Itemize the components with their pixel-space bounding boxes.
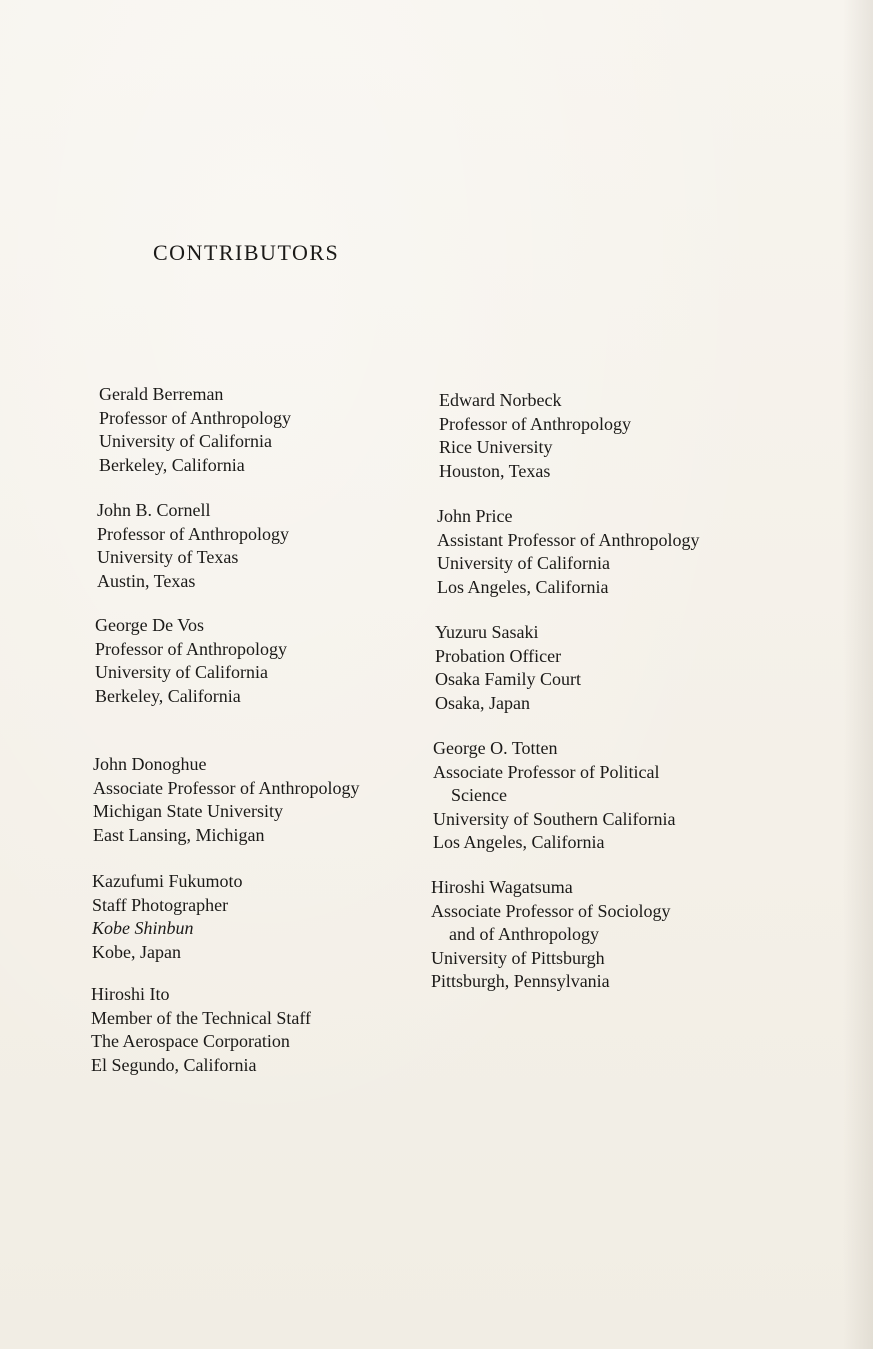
contributor-location: Osaka, Japan bbox=[435, 692, 530, 713]
page-title: CONTRIBUTORS bbox=[153, 240, 340, 265]
contributor-entry-fukumoto bbox=[92, 870, 243, 964]
contributor-location: Austin, Texas bbox=[97, 570, 196, 591]
contributor-entry-berreman bbox=[99, 383, 291, 477]
contributor-affiliation: The Aerospace Corporation bbox=[91, 1031, 290, 1051]
contributor-name: George O. Totten bbox=[433, 738, 558, 758]
contributor-name: Yuzuru Sasaki bbox=[435, 622, 539, 642]
contributor-location: Pittsburgh, Pennsylvania bbox=[431, 971, 610, 991]
contributor-name: John Price bbox=[437, 506, 513, 526]
contributor-title: Probation Officer bbox=[435, 645, 562, 666]
contributor-entry-norbeck bbox=[439, 389, 631, 483]
contributor-affiliation: University of Pittsburgh bbox=[431, 947, 605, 968]
contributor-title-continued: Science bbox=[451, 785, 507, 805]
contributor-title: Associate Professor of Political bbox=[433, 761, 660, 782]
contributor-affiliation: University of Texas bbox=[97, 547, 239, 567]
contributor-name: John B. Cornell bbox=[97, 500, 211, 520]
contributor-affiliation: Rice University bbox=[439, 437, 553, 457]
contributor-affiliation: Michigan State University bbox=[93, 801, 283, 821]
contributor-location: East Lansing, Michigan bbox=[93, 824, 265, 845]
contributor-title: Professor of Anthropology bbox=[99, 407, 291, 428]
contributor-name: Hiroshi Wagatsuma bbox=[431, 877, 573, 897]
contributor-affiliation: University of Southern California bbox=[433, 808, 676, 829]
contributor-title: Professor of Anthropology bbox=[439, 413, 631, 434]
contributor-affiliation: Osaka Family Court bbox=[435, 669, 581, 689]
contributor-location: El Segundo, California bbox=[91, 1054, 257, 1075]
contributor-affiliation: University of California bbox=[99, 431, 272, 451]
contributor-name: George De Vos bbox=[95, 615, 204, 635]
contributor-location: Berkeley, California bbox=[99, 454, 245, 475]
contributor-title: Staff Photographer bbox=[92, 894, 229, 915]
page-edge-shadow bbox=[843, 0, 873, 1349]
contributor-entry-price bbox=[437, 505, 700, 599]
contributor-name: Edward Norbeck bbox=[439, 390, 562, 410]
contributor-affiliation: University of California bbox=[437, 553, 610, 573]
contributor-entry-ito bbox=[91, 983, 311, 1077]
contributor-title: Associate Professor of Sociology bbox=[431, 900, 671, 921]
contributor-title: Professor of Anthropology bbox=[97, 523, 289, 544]
contributor-title: Professor of Anthropology bbox=[95, 638, 287, 659]
contributor-location: Kobe, Japan bbox=[92, 941, 181, 962]
contributor-location: Houston, Texas bbox=[439, 460, 551, 481]
contributor-location: Los Angeles, California bbox=[437, 576, 609, 597]
contributor-entry-cornell bbox=[97, 499, 289, 593]
contributor-name: John Donoghue bbox=[93, 754, 207, 774]
contributor-entry-totten bbox=[433, 737, 675, 855]
contributor-name: Hiroshi Ito bbox=[91, 984, 170, 1004]
contributor-location: Berkeley, California bbox=[95, 685, 241, 706]
contributor-title: Associate Professor of Anthropology bbox=[93, 777, 360, 798]
contributor-affiliation: University of California bbox=[95, 662, 268, 682]
contributor-entry-sasaki bbox=[435, 621, 581, 715]
contributor-affiliation: Kobe Shinbun bbox=[92, 918, 194, 938]
contributor-name: Kazufumi Fukumoto bbox=[92, 871, 243, 891]
contributor-entry-wagatsuma bbox=[431, 876, 670, 994]
contributor-title: Assistant Professor of Anthropology bbox=[437, 529, 700, 550]
contributor-location: Los Angeles, California bbox=[433, 832, 605, 852]
contributor-title: Member of the Technical Staff bbox=[91, 1007, 311, 1028]
contributor-title-continued: and of Anthropology bbox=[449, 924, 599, 944]
contributor-entry-devos bbox=[95, 614, 287, 708]
contributor-entry-donoghue bbox=[93, 753, 359, 847]
contributor-name: Gerald Berreman bbox=[99, 384, 224, 404]
